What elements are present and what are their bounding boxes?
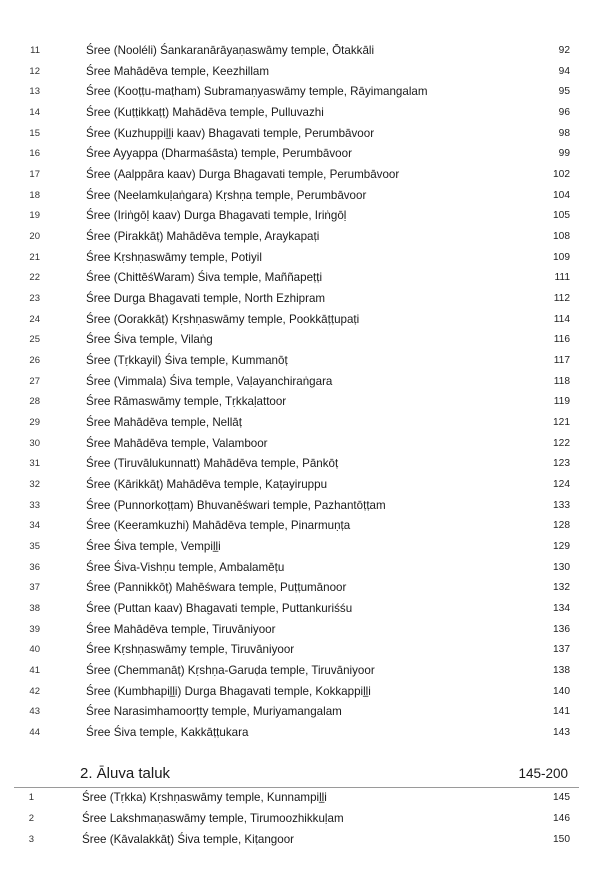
entry-title: Śree Śiva temple, Vempiḻḻi xyxy=(86,540,221,554)
entry-title: Śree (Punnorkoṭṭam) Bhuvanēśwari temple, Pazhantōṭṭam xyxy=(86,498,386,512)
toc-entry xyxy=(0,809,600,829)
entry-title: Śree (Tiruvālukunnatt) Mahādēva temple, Pānkōṭ xyxy=(86,457,339,471)
entry-page-number: 108 xyxy=(553,231,570,243)
toc-entry xyxy=(0,206,600,226)
entry-title: Śree Mahādēva temple, Nellāṭ xyxy=(86,416,242,430)
entry-title: Śree Narasimhamoorṭty temple, Muriyamangalam xyxy=(86,705,342,719)
entry-number: 31 xyxy=(29,458,40,470)
toc-entry xyxy=(0,165,600,185)
toc-entry xyxy=(0,788,600,808)
toc-entry xyxy=(0,413,600,433)
toc-entry xyxy=(0,392,600,412)
entry-number: 44 xyxy=(29,727,40,739)
toc-entry xyxy=(0,578,600,598)
entry-number: 11 xyxy=(30,45,40,56)
entry-title: Śree (Oorakkāṭ) Kṛshṇaswāmy temple, Pookkāṭṭupaṭi xyxy=(86,312,360,326)
toc-entry xyxy=(0,434,600,454)
entry-title: Śree Durga Bhagavati temple, North Ezhipram xyxy=(86,292,326,306)
toc-entry xyxy=(0,599,600,619)
toc-entry xyxy=(0,62,600,82)
toc-entry xyxy=(0,702,600,722)
entry-title: Śree (ChittēśWaram) Śiva temple, Maññapeṭṭi xyxy=(86,271,323,285)
toc-entry xyxy=(0,41,600,61)
entry-page-number: 118 xyxy=(553,375,570,387)
entry-title: Śree (Iriṅgōḷ kaav) Durga Bhagavati temple, Iriṅgōḷ xyxy=(86,209,347,223)
toc-entry xyxy=(0,537,600,557)
entry-title: Śree (Aalppāra kaav) Durga Bhagavati temple, Perumbāvoor xyxy=(86,168,400,182)
entry-page-number: 150 xyxy=(553,834,570,845)
entry-title: Śree (Kumbhapiḻḻi) Durga Bhagavati temple, Kokkappiḻḻi xyxy=(86,684,371,698)
entry-number: 33 xyxy=(29,499,40,511)
section-heading xyxy=(0,762,600,786)
entry-number: 20 xyxy=(29,231,40,243)
entry-number: 34 xyxy=(29,520,40,532)
entry-page-number: 133 xyxy=(553,499,570,511)
entry-page-number: 136 xyxy=(553,623,570,635)
entry-page-number: 102 xyxy=(553,169,570,181)
toc-entry xyxy=(0,124,600,144)
entry-page-number: 124 xyxy=(553,479,570,491)
entry-page-number: 112 xyxy=(553,293,570,305)
entry-page-number: 117 xyxy=(553,355,570,367)
entry-page-number: 104 xyxy=(553,189,570,201)
entry-number: 29 xyxy=(29,417,40,429)
toc-entry xyxy=(0,310,600,330)
entry-page-number: 145 xyxy=(553,792,570,803)
toc-entry xyxy=(0,186,600,206)
entry-number: 38 xyxy=(29,603,40,615)
entry-title: Śree Rāmaswāmy temple, Tṛkkaḷattoor xyxy=(86,395,287,409)
entry-page-number: 111 xyxy=(554,272,570,284)
entry-title: Śree Śiva-Vishṇu temple, Ambalamēṭu xyxy=(86,560,285,574)
entry-title: Śree (Kooṭṭu-maṭham) Subramaṇyaswāmy temple, Rāyimangalam xyxy=(86,85,428,99)
entry-number: 37 xyxy=(29,582,40,594)
entry-page-number: 143 xyxy=(553,727,570,739)
entry-page-number: 141 xyxy=(553,706,570,718)
entry-page-number: 116 xyxy=(553,334,570,346)
entry-number: 16 xyxy=(29,148,40,160)
entry-number: 43 xyxy=(29,706,40,718)
entry-title: Śree (Nooléli) Śankaranārāyaṇaswāmy temple, Ōtakkāli xyxy=(86,44,375,57)
entry-page-number: 129 xyxy=(553,541,570,553)
entry-title: Śree (Kārikkāṭ) Mahādēva temple, Kaṭayiruppu xyxy=(86,478,328,492)
entry-number: 39 xyxy=(29,623,40,635)
entry-page-number: 109 xyxy=(553,251,570,263)
section-title: 2. Āluva taluk xyxy=(80,765,171,782)
toc-entry xyxy=(0,351,600,371)
entry-page-number: 146 xyxy=(553,813,570,824)
toc-entry xyxy=(0,227,600,247)
entry-page-number: 96 xyxy=(558,107,570,118)
toc-entry xyxy=(0,372,600,392)
toc-entry xyxy=(0,723,600,743)
entry-page-number: 128 xyxy=(553,520,570,532)
section-page-range: 145-200 xyxy=(518,766,568,781)
entry-number: 28 xyxy=(29,396,40,408)
entry-number: 36 xyxy=(29,561,40,573)
entry-page-number: 99 xyxy=(558,148,570,160)
toc-entry xyxy=(0,620,600,640)
entry-number: 40 xyxy=(29,644,40,656)
entry-title: Śree Ayyappa (Dharmaśāsta) temple, Perumbāvoor xyxy=(86,147,352,161)
entry-title: Śree Lakshmaṇaswāmy temple, Tirumoozhikkuḷam xyxy=(82,812,344,825)
entry-title: Śree (Puttan kaav) Bhagavati temple, Puttankuriśśu xyxy=(86,602,353,616)
toc-entry xyxy=(0,830,600,850)
entry-number: 27 xyxy=(29,375,40,387)
entry-title: Śree (Pannikkōṭ) Mahēśwara temple, Puṭṭumānoor xyxy=(86,581,347,595)
entry-page-number: 138 xyxy=(553,665,570,677)
entry-title: Śree Kṛshṇaswāmy temple, Potiyil xyxy=(86,250,262,264)
entry-number: 15 xyxy=(29,127,40,139)
toc-entry xyxy=(0,496,600,516)
entry-number: 3 xyxy=(28,834,34,845)
entry-number: 19 xyxy=(29,210,40,222)
entry-page-number: 94 xyxy=(558,65,570,77)
toc-entry xyxy=(0,82,600,102)
entry-title: Śree (Tṛkka) Kṛshṇaswāmy temple, Kunnampiḻḻi xyxy=(82,791,327,804)
entry-number: 25 xyxy=(29,334,40,346)
entry-page-number: 130 xyxy=(553,561,570,573)
toc-entry xyxy=(0,558,600,578)
entry-page-number: 119 xyxy=(553,396,570,408)
entry-title: Śree (Kuṭṭikkaṭṭ) Mahādēva temple, Pulluvazhi xyxy=(86,106,324,119)
entry-title: Śree Śiva temple, Vilaṅg xyxy=(86,333,213,347)
entry-title: Śree (Keeramkuzhi) Mahādēva temple, Pinarmuṇṭa xyxy=(86,519,351,533)
entry-title: Śree Mahādēva temple, Valamboor xyxy=(86,436,268,450)
entry-page-number: 95 xyxy=(558,86,570,98)
entry-number: 18 xyxy=(29,189,40,201)
entry-number: 23 xyxy=(29,293,40,305)
entry-page-number: 134 xyxy=(553,603,570,615)
entry-number: 41 xyxy=(29,665,40,677)
entry-title: Śree (Tṛkkayil) Śiva temple, Kummanōṭ xyxy=(86,354,288,368)
toc-entry xyxy=(0,144,600,164)
entry-number: 21 xyxy=(29,251,40,263)
toc-entry xyxy=(0,330,600,350)
entry-page-number: 122 xyxy=(553,437,570,449)
entry-number: 17 xyxy=(29,169,40,181)
toc-entry xyxy=(0,454,600,474)
entry-page-number: 98 xyxy=(558,127,570,139)
entry-number: 32 xyxy=(29,479,40,491)
entry-title: Śree Mahādēva temple, Keezhillam xyxy=(86,64,270,78)
entry-title: Śree (Chemmanāṭ) Kṛshṇa-Garuḍa temple, Tiruvāniyoor xyxy=(86,664,375,678)
entry-number: 30 xyxy=(29,437,40,449)
entry-page-number: 121 xyxy=(553,417,570,429)
entry-number: 35 xyxy=(29,541,40,553)
entry-number: 24 xyxy=(29,313,40,325)
entry-number: 26 xyxy=(29,355,40,367)
entry-page-number: 137 xyxy=(553,644,570,656)
entry-number: 12 xyxy=(29,65,40,77)
toc-entry xyxy=(0,268,600,288)
toc-entry xyxy=(0,661,600,681)
entry-title: Śree (Neelamkuḷaṅgara) Kṛshṇa temple, Perumbāvoor xyxy=(86,188,367,202)
entry-title: Śree (Vimmala) Śiva temple, Vaḷayanchiraṅgara xyxy=(86,374,333,388)
entry-number: 14 xyxy=(29,107,40,118)
entry-number: 42 xyxy=(29,685,40,697)
entry-number: 13 xyxy=(29,86,40,98)
entry-page-number: 92 xyxy=(558,45,570,56)
entry-page-number: 105 xyxy=(553,210,570,222)
entry-page-number: 123 xyxy=(553,458,570,470)
toc-entry xyxy=(0,248,600,268)
entry-title: Śree (Kāvalakkāṭ) Śiva temple, Kiṭangoor xyxy=(82,833,295,846)
toc-entry xyxy=(0,103,600,123)
toc-entry xyxy=(0,640,600,660)
toc-entry xyxy=(0,475,600,495)
entry-number: 22 xyxy=(29,272,40,284)
entry-number: 2 xyxy=(28,813,34,824)
entry-page-number: 114 xyxy=(553,313,570,325)
entry-page-number: 140 xyxy=(553,685,570,697)
entry-title: Śree (Pirakkāṭ) Mahādēva temple, Araykapaṭi xyxy=(86,230,320,244)
entry-title: Śree (Kuzhuppiḻḻi kaav) Bhagavati temple, Perumbāvoor xyxy=(86,126,375,140)
entry-title: Śree Mahādēva temple, Tiruvāniyoor xyxy=(86,622,276,636)
entry-page-number: 132 xyxy=(553,582,570,594)
entry-title: Śree Śiva temple, Kakkāṭṭukara xyxy=(86,726,249,740)
entry-number: 1 xyxy=(28,792,34,803)
entry-title: Śree Kṛshṇaswāmy temple, Tiruvāniyoor xyxy=(86,643,295,657)
toc-entry xyxy=(0,682,600,702)
toc-entry xyxy=(0,516,600,536)
toc-entry xyxy=(0,289,600,309)
